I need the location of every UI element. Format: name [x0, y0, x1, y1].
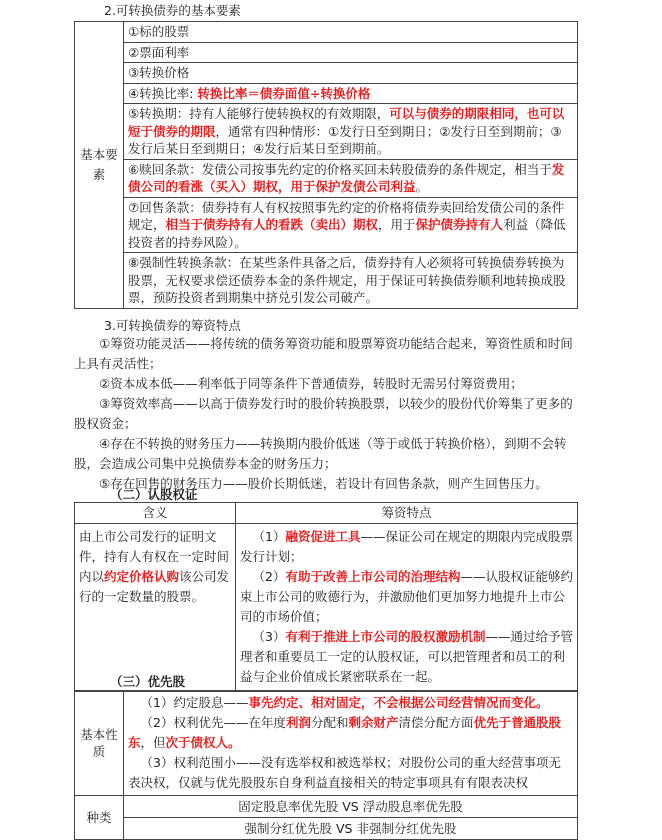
text-run: 分配和: [310, 715, 349, 730]
text-run: 。: [415, 179, 429, 194]
financing-feature-item: ⑤存在回售的财务压力——股价长期低迷，若设计有回售条款，则产生回售压力。: [99, 476, 548, 491]
warrant-col2-header: 筹资特点: [236, 503, 578, 524]
highlight-text: 保护债券持有人: [415, 217, 504, 232]
text-run: （1）: [252, 528, 286, 544]
text-run: 由上市公司发行的证明文件，持有人有权在一定时间内以: [79, 528, 230, 584]
highlight-text: 转换比率＝债券面值÷转换价格: [197, 85, 371, 101]
text-run: ——保证公司在规定的期限内完成股票发行计划；: [240, 528, 573, 564]
text-run: ⑤转换期：持有人能够行使转换权的有效期限，: [128, 106, 390, 121]
text-run: （3）权利范围小——没有选举权和被选举权；对股份公司的重大经营事项无表决权，仅就与优先股股东自身利益直接相关的特定事项具有有限表决权: [128, 755, 561, 790]
element-row: [124, 159, 578, 197]
financing-feature-item: ③筹资效率高——以高于债券发行时的股价转换股票，以较少的股份代价筹集了更多的股权资金；: [74, 396, 573, 431]
text-run: ①标的股票: [128, 24, 190, 39]
highlight-text: 有助于改善上市公司的治理结构: [285, 568, 461, 584]
text-run: （1）约定股息——: [140, 695, 249, 710]
warrant-heading: （二）认股权证: [110, 487, 198, 502]
text-run: ，但: [140, 735, 166, 750]
warrant-table: [74, 502, 578, 692]
text-run: 清偿分配方面: [398, 715, 474, 730]
text-run: ⑦回售条款：债券持有人有权按照事先约定的价格将债券卖回给发债公司的条件规定，: [128, 199, 565, 232]
text-run: ，用于: [378, 217, 416, 232]
financing-feature-item: ④存在不转换的财务压力——转换期内股价低迷（等于或低于转换价格），到期不会转股，会造成公司集中兑换债券本金的财务压力；: [74, 436, 567, 471]
text-run: （2）: [252, 568, 286, 584]
text-run: ，通常有四种情形：①发行日至到期日；②发行日至到期前；③发行后某日至到期日；④发行后某日至到期前。: [128, 123, 562, 156]
highlight-text: 可以与债券的期限相同，也可以短于债券的期限: [128, 106, 565, 139]
preferred-types-label: 种类: [75, 796, 124, 840]
preferred-type-1: 固定股息率优先股 VS 浮动股息率优先股: [124, 796, 578, 818]
text-run: （3）: [252, 628, 286, 644]
text-run: ——通过给予管理者和重要员工一定的认股权证，可以把管理者和员工的利益与企业价值成长紧密联系在一起。: [240, 628, 573, 684]
highlight-text: 剩余财产: [348, 715, 399, 730]
text-run: （2）权利优先——在年度: [140, 715, 286, 730]
basic-elements-label: 基本要素: [75, 22, 124, 309]
warrant-meaning: [75, 523, 236, 691]
preferred-table: [74, 690, 578, 840]
element-row: [124, 22, 578, 43]
highlight-text: 优先于普通股股东: [128, 715, 562, 750]
text-run: ⑧强制性转换条款：在某些条件具备之后，债券持有人必须将可转换债券转换为股票，无权要求偿还债券本金的条件规定，用于保证可转换债券顺利地转换成股票，预防投资者到期集中挤兑引发公司破产。: [128, 255, 566, 305]
warrant-col1-header: 含义: [75, 503, 236, 524]
element-row: [124, 253, 578, 309]
preferred-nature-item: [128, 713, 573, 753]
text-run: 利益（降低投资者的持券风险）。: [128, 217, 566, 250]
financing-feature-item: ②资本成本低——利率低于同等条件下普通债券，转股时无需另付筹资费用；: [99, 376, 523, 391]
warrant-feature-item: [240, 567, 573, 627]
highlight-text: 约定价格认购: [104, 568, 180, 584]
text-run: ④转换比率:: [128, 85, 198, 101]
text-run: 该公司发行的一定数量的股票。: [79, 568, 230, 604]
preferred-nature-label: 基本性质: [75, 691, 124, 796]
element-row: [124, 104, 578, 160]
warrant-feature-item: [240, 627, 573, 687]
section3-heading: 3.可转换债券的筹资特点: [104, 318, 241, 333]
warrant-features: [236, 523, 578, 691]
preferred-type-2: 强制分红优先股 VS 非强制分红优先股: [124, 818, 578, 840]
highlight-text: 次于债权人。: [165, 735, 241, 750]
highlight-text: 发债公司的看涨（买入）期权，用于保护发债公司利益: [128, 161, 565, 194]
element-row: [124, 197, 578, 253]
element-row: [124, 63, 578, 84]
preferred-nature-item: [128, 753, 573, 793]
highlight-text: 利润: [285, 715, 311, 730]
highlight-text: 事先约定、相对固定，不会根据公司经营情况而变化。: [248, 695, 549, 710]
section3-list: [74, 334, 574, 494]
preferred-nature: [124, 691, 578, 796]
text-run: ⑥赎回条款：发债公司按事先约定的价格买回未转股债券的条件规定，相当于: [128, 161, 552, 177]
preferred-heading: （三）优先股: [110, 674, 186, 689]
basic-elements-table: [74, 21, 578, 309]
text-run: ③转换价格: [128, 65, 190, 80]
preferred-nature-item: [128, 693, 573, 713]
element-row: [124, 42, 578, 63]
financing-feature-item: ①筹资功能灵活——将传统的债务筹资功能和股票筹资功能结合起来，筹资性质和时间上具有灵活性；: [74, 336, 573, 371]
section2-heading: 2.可转换债券的基本要素: [104, 3, 241, 18]
text-run: ——认股权证能够约束上市公司的败德行为，并激励他们更加努力地提升上市公司的市场价值；: [240, 568, 573, 624]
element-row: [124, 83, 578, 104]
highlight-text: 融资促进工具: [285, 528, 361, 544]
text-run: ②票面利率: [128, 44, 190, 60]
warrant-feature-item: [240, 527, 573, 567]
highlight-text: 有利于推进上市公司的股权激励机制: [285, 628, 486, 644]
highlight-text: 相当于债券持有人的看跌（卖出）期权: [165, 217, 379, 232]
